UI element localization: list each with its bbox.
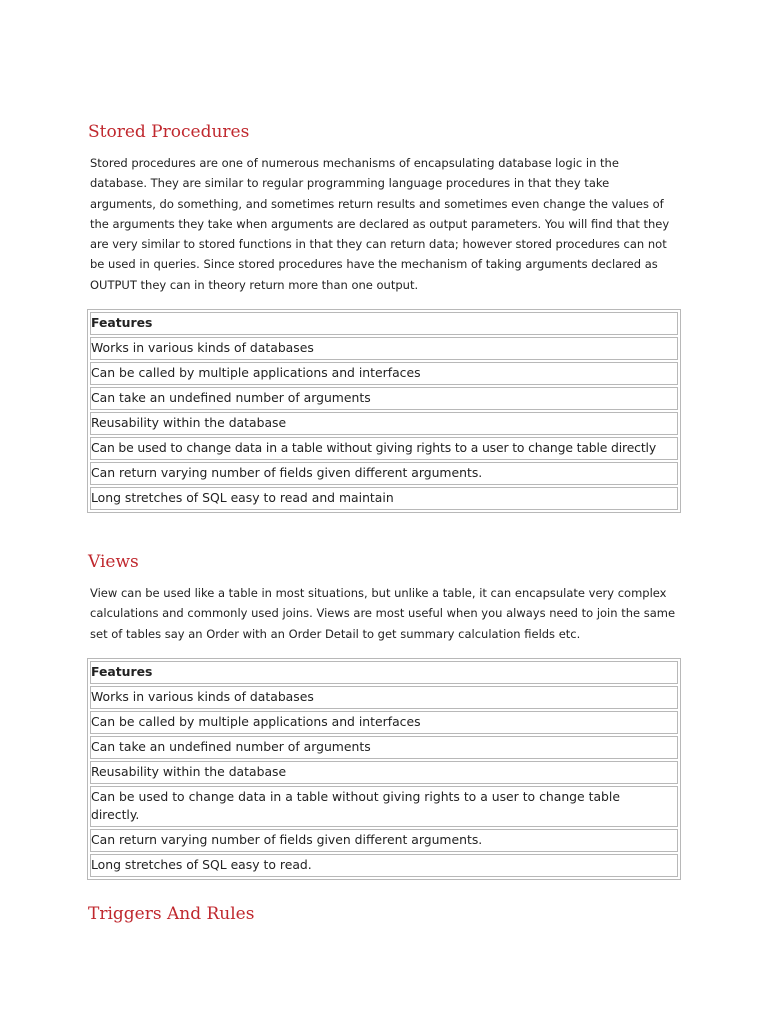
table-cell: Can be used to change data in a table without giving rights to a user to change table directly. xyxy=(90,786,678,827)
table-row xyxy=(90,686,678,709)
table-cell: Can return varying number of fields given different arguments. xyxy=(90,829,678,852)
table-row xyxy=(90,362,678,385)
table-cell: Works in various kinds of databases xyxy=(90,337,678,360)
table-header-row xyxy=(90,312,678,335)
table-cell: Reusability within the database xyxy=(90,412,678,435)
features-table xyxy=(87,658,681,880)
table-cell: Can be called by multiple applications and interfaces xyxy=(90,711,678,734)
features-table xyxy=(87,309,681,513)
table-row xyxy=(90,854,678,877)
section-views xyxy=(88,551,682,880)
table-cell: Can be called by multiple applications and interfaces xyxy=(90,362,678,385)
table-row xyxy=(90,437,678,460)
table-row xyxy=(90,337,678,360)
section-title: Triggers And Rules xyxy=(88,904,255,924)
table-row xyxy=(90,387,678,410)
table-cell: Can be used to change data in a table without giving rights to a user to change table directly xyxy=(90,437,678,460)
table-cell: Can take an undefined number of arguments xyxy=(90,387,678,410)
table-header: Features xyxy=(90,661,678,684)
table-row xyxy=(90,412,678,435)
section-triggers-and-rules xyxy=(88,903,682,925)
table-cell: Reusability within the database xyxy=(90,761,678,784)
table-row xyxy=(90,462,678,485)
section-stored-procedures xyxy=(88,121,682,513)
table-row xyxy=(90,736,678,759)
table-row xyxy=(90,711,678,734)
table-cell: Long stretches of SQL easy to read. xyxy=(90,854,678,877)
table-cell: Long stretches of SQL easy to read and maintain xyxy=(90,487,678,510)
table-cell: Can take an undefined number of arguments xyxy=(90,736,678,759)
table-row xyxy=(90,786,678,827)
table-cell: Works in various kinds of databases xyxy=(90,686,678,709)
table-header: Features xyxy=(90,312,678,335)
table-cell: Can return varying number of fields given different arguments. xyxy=(90,462,678,485)
section-paragraph: Stored procedures are one of numerous mechanisms of encapsulating database logic in the database. They are similar to regular programming language procedures in that they take arguments, do something, and sometimes return results and sometimes even change the values of the arguments they take when arguments are declared as output parameters. You will find that they are very similar to stored functions in that they can return data; however stored procedures can not be used in queries. Since stored procedures have the mechanism of taking arguments declared as OUTPUT they can in theory return more than one output. xyxy=(90,156,670,292)
table-header-row xyxy=(90,661,678,684)
section-title: Stored Procedures xyxy=(88,122,250,142)
section-paragraph: View can be used like a table in most situations, but unlike a table, it can encapsulate very complex calculations and commonly used joins. Views are most useful when you always need to join the same set of tables say an Order with an Order Detail to get summary calculation fields etc. xyxy=(90,586,676,641)
table-row xyxy=(90,829,678,852)
table-row xyxy=(90,487,678,510)
section-title: Views xyxy=(88,552,139,572)
table-row xyxy=(90,761,678,784)
